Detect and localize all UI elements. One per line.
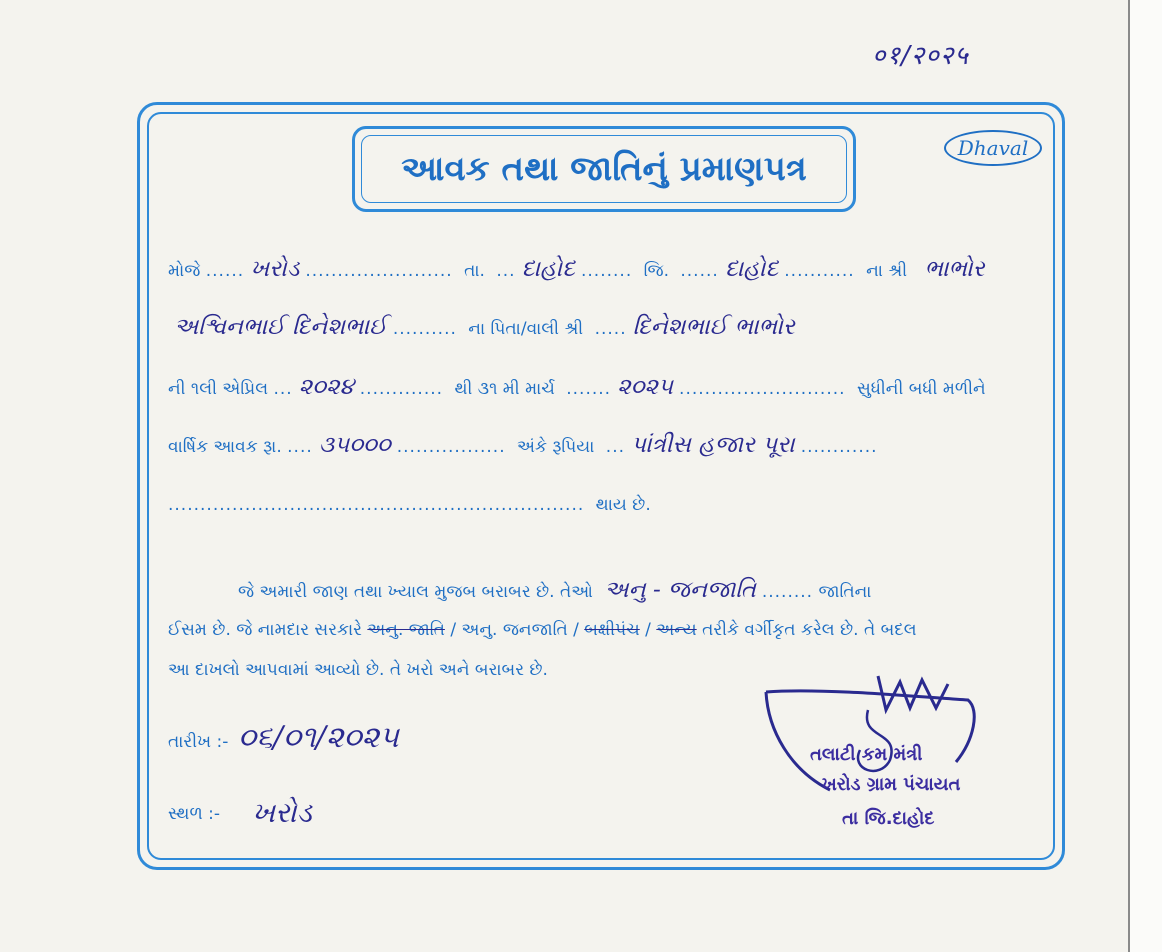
line-period: ની ૧લી એપ્રિલ ... ૨૦૨૪ ............. થી ૩૧ મી માર્ચ ....... ૨૦૨૫ .......................... સુધીની બધી મળીને (168, 372, 1038, 404)
line-total: ................................................................. થાય છે. (168, 490, 1038, 520)
na-shri-label: ના શ્રી (866, 261, 908, 281)
moje-label: મોજે (168, 261, 201, 281)
caste-value: અનુ - જનજાતિ (604, 577, 756, 603)
total-suffix: થાય છે. (595, 495, 651, 515)
from-year: ૨૦૨૪ (298, 374, 354, 400)
place-value: ખરોડ (252, 796, 312, 829)
paragraph-line-1: જે અમારી જાણ તથા ખ્યાલ મુજબ બરાબર છે. તેઓ અનુ - જનજાતિ ........ જાતિના (238, 577, 872, 603)
title-box (352, 126, 856, 212)
date-label: તારીખ :- (168, 732, 229, 752)
district-value: દાહોદ (724, 256, 779, 282)
district-label: જિ. (643, 261, 669, 281)
paper-margin (1130, 0, 1162, 952)
struck-option-2: બક્ષીપંચ (584, 620, 640, 640)
paragraph-text-2a: ઈસમ છે. જે નામદાર સરકારે (168, 620, 362, 640)
to-label: થી ૩૧ મી માર્ચ (454, 379, 555, 399)
place-label: સ્થળ :- (168, 804, 220, 824)
paragraph-text-2c: / (645, 620, 651, 640)
taluka-value: દાહોદ (521, 256, 575, 282)
taluka-label: તા. (464, 261, 485, 281)
brand-logo: Dhaval (944, 130, 1042, 166)
income-value: ૩૫૦૦૦ (318, 432, 391, 458)
struck-option-1: અનુ. જાતિ (367, 620, 445, 640)
line-income: વાર્ષિક આવક રૂા. .... ૩૫૦૦૦ ................. અંકે રૂપિયા ... પાંત્રીસ હજાર પૂરા ............ (168, 432, 878, 458)
date-value: ૦૬/૦૧/૨૦૨૫ (238, 720, 399, 755)
father-value: દિનેશભાઈ ભાભોર (632, 314, 795, 340)
from-label: ની ૧લી એપ્રિલ (168, 379, 269, 399)
paragraph-text-2b: / અનુ. જનજાતિ / (450, 620, 579, 640)
paragraph-text-2d: તરીકે વર્ગીકૃત કરેલ છે. તે બદલ (702, 620, 917, 640)
line-village: મોજે ...... ખરોડ ....................... તા. ... દાહોદ ........ જિ. ...... દાહોદ ........... ના શ્રી ભાભોર (168, 254, 1038, 286)
certificate-title: આવક તથા જાતિનું પ્રમાણપત્ર (401, 149, 807, 189)
stamp-panchayat: ખરોડ ગ્રામ પંચાયત (822, 774, 961, 795)
reference-number: ०१/२०२५ (872, 41, 969, 71)
line-name: અશ્વિનભાઈ દિનેશભાઈ .......... ના પિતા/વાલી શ્રી ..... દિનેશભાઈ ભાભોર (168, 312, 1038, 344)
period-suffix: સુધીની બધી મળીને (856, 379, 986, 399)
paragraph-text-3: આ દાખલો આપવામાં આવ્યો છે. તે ખરો અને બરાબર છે. (168, 660, 548, 680)
holder-name: અશ્વિનભાઈ દિનેશભાઈ (174, 314, 387, 340)
income-label: વાર્ષિક આવક રૂા. (168, 437, 282, 457)
stamp-district: તા જિ.દાહોદ (842, 808, 935, 829)
father-label: ના પિતા/વાલી શ્રી (468, 319, 584, 339)
paragraph-line-2 (168, 612, 1048, 648)
struck-option-3: અન્ય (656, 620, 697, 640)
surname-value: ભાભોર (924, 256, 985, 282)
title-box-inner (361, 135, 847, 203)
moje-value: ખરોડ (250, 256, 300, 282)
paragraph-text-1b: જાતિના (818, 582, 872, 602)
to-year: ૨૦૨૫ (617, 374, 674, 400)
paragraph-text-1a: જે અમારી જાણ તથા ખ્યાલ મુજબ બરાબર છે. તેઓ (238, 582, 593, 602)
stamp-designation: તલાટી કમ મંત્રી (810, 744, 923, 765)
income-words: પાંત્રીસ હજાર પૂરા (631, 432, 795, 458)
words-label: અંકે રૂપિયા (517, 437, 595, 457)
